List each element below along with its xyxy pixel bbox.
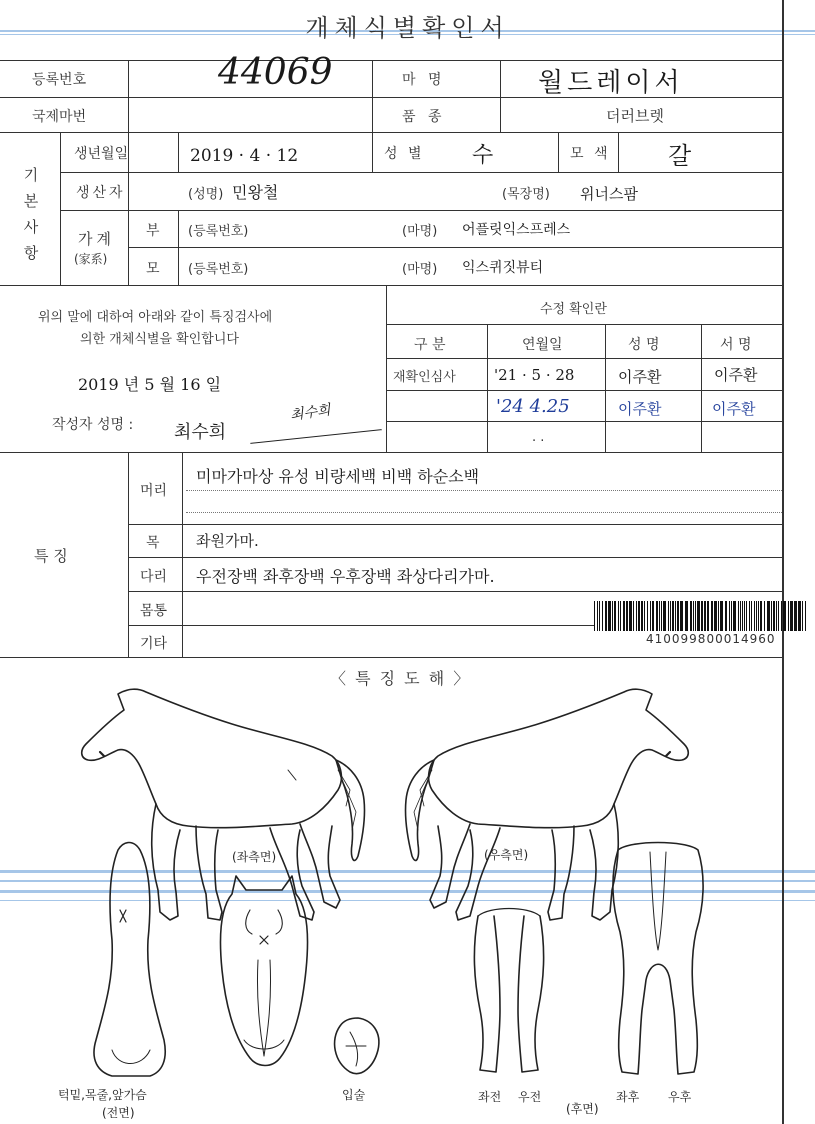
barcode-bar (718, 601, 719, 631)
barcode-bar (725, 601, 727, 631)
barcode-bar (788, 601, 789, 631)
neck-label: 목 (146, 535, 160, 551)
barcode-bar (805, 601, 806, 631)
confirm-text-line2: 의한 개체식별을 확인합니다 (80, 332, 239, 347)
barcode-bar (781, 601, 782, 631)
sex-value: 수 (472, 143, 494, 168)
farm-label: (목장명) (502, 187, 550, 202)
barcode-bar (623, 601, 625, 631)
horse-diagram (0, 680, 815, 1124)
barcode-bar (776, 601, 777, 631)
barcode-bar (802, 601, 803, 631)
barcode-bar (756, 601, 757, 631)
birth-value: 2019 · 4 · 12 (190, 146, 299, 166)
other-label: 기타 (140, 636, 168, 652)
barcode-bar (798, 601, 801, 631)
barcode-bar (744, 601, 745, 631)
barcode-bar (677, 601, 679, 631)
barcode-bar (758, 601, 759, 631)
barcode-bar (733, 601, 736, 631)
barcode-bar (714, 601, 717, 631)
left-side-caption: (좌측면) (232, 850, 277, 864)
front-right-caption: 우전 (518, 1090, 542, 1104)
barcode-number: 410099800014960 (646, 632, 776, 646)
diagram-title: 〈 특 징 도 해 〉 (330, 669, 472, 688)
barcode-bar (751, 601, 752, 631)
revision-col-type: 구 분 (414, 337, 446, 353)
confirm-date: 2019 년 5 월 16 일 (78, 375, 222, 394)
barcode-bar (693, 601, 694, 631)
body-label: 몸통 (140, 603, 168, 619)
barcode-bar (668, 601, 669, 631)
lips-caption: 입술 (342, 1088, 366, 1102)
sire-name-label: (마명) (402, 224, 438, 239)
barcode-bar (618, 601, 619, 631)
barcode-bar (602, 601, 603, 631)
barcode-bar (754, 601, 755, 631)
barcode-bar (599, 601, 600, 631)
barcode-bar (740, 601, 741, 631)
horse-name-label: 마 명 (402, 72, 446, 88)
barcode-bar (764, 601, 765, 631)
barcode-bar (594, 601, 595, 631)
barcode-bar (633, 601, 634, 631)
front-caption: 턱밑,목줄,앞가슴 (58, 1088, 147, 1102)
sire-label: 부 (146, 223, 160, 239)
barcode-bar (771, 601, 772, 631)
barcode-bar (652, 601, 654, 631)
color-value: 갈 (668, 142, 692, 170)
legs-value: 우전장백 좌후장백 우후장백 좌상다리가마. (196, 567, 495, 586)
color-label: 모 색 (570, 146, 611, 162)
revision-header: 수정 확인란 (540, 302, 607, 317)
barcode (594, 601, 806, 631)
barcode-bar (701, 601, 703, 631)
barcode-bar (690, 601, 692, 631)
barcode-bar (605, 601, 607, 631)
pedigree-label: 가계 (78, 230, 115, 248)
sex-label: 성 별 (384, 146, 425, 162)
barcode-bar (746, 601, 747, 631)
barcode-bar (778, 601, 779, 631)
barcode-bar (767, 601, 770, 631)
barcode-bar (720, 601, 723, 631)
head-label: 머리 (140, 483, 168, 499)
revision-col-name: 성 명 (628, 337, 660, 353)
revision-row-date: '21 · 5 · 28 (494, 366, 575, 384)
barcode-bar (672, 601, 674, 631)
right-side-caption: (우측면) (484, 848, 529, 862)
horse-name-value: 월드레이서 (538, 68, 684, 98)
barcode-bar (626, 601, 628, 631)
barcode-bar (614, 601, 616, 631)
producer-name-value: 민왕철 (232, 183, 279, 202)
barcode-bar (670, 601, 671, 631)
barcode-bar (707, 601, 709, 631)
barcode-bar (636, 601, 637, 631)
lips-view (335, 1018, 379, 1074)
author-value: 최수희 (174, 422, 227, 443)
reg-no-label: 등록번호 (32, 72, 87, 88)
rear-caption: (후면) (566, 1102, 599, 1116)
rear-view (613, 843, 703, 1075)
pedigree-sub: (家系) (74, 252, 108, 266)
front-left-caption: 좌전 (478, 1090, 502, 1104)
revision-row-date: '24 4.25 (496, 396, 570, 417)
revision-row-name: 이주환 (618, 400, 662, 418)
barcode-bar (663, 601, 666, 631)
birth-label: 생년월일 (74, 146, 129, 162)
author-label: 작성자 성명 : (52, 417, 134, 433)
barcode-bar (656, 601, 658, 631)
basic-side-label: 기본사항 (23, 166, 39, 262)
rear-left-caption: 좌후 (616, 1090, 640, 1104)
farm-value: 위너스팜 (580, 185, 638, 203)
barcode-bar (711, 601, 713, 631)
barcode-bar (685, 601, 688, 631)
barcode-bar (597, 601, 598, 631)
barcode-bar (659, 601, 660, 631)
barcode-bar (608, 601, 611, 631)
reg-no-value: 44069 (218, 52, 333, 93)
barcode-bar (638, 601, 640, 631)
barcode-bar (790, 601, 793, 631)
barcode-bar (612, 601, 613, 631)
barcode-bar (675, 601, 676, 631)
front-legs-view (474, 909, 543, 1073)
producer-label: 생산자 (76, 185, 126, 201)
revision-row-date: . . (532, 430, 545, 445)
intl-no-label: 국제마번 (32, 109, 87, 125)
head-front-view (220, 876, 307, 1066)
breed-value: 더러브렛 (606, 107, 664, 125)
author-signature: 최수희 (289, 402, 332, 424)
dam-reg-label: (등록번호) (188, 262, 249, 277)
barcode-bar (695, 601, 696, 631)
front-view-caption: (전면) (102, 1106, 135, 1120)
barcode-bar (773, 601, 775, 631)
confirm-text-line1: 위의 말에 대하여 아래와 같이 특징검사에 (38, 310, 273, 325)
barcode-bar (629, 601, 632, 631)
dam-label: 모 (146, 261, 160, 277)
dam-name-label: (마명) (402, 262, 438, 277)
rear-right-caption: 우후 (668, 1090, 692, 1104)
left-side-horse (82, 689, 365, 920)
barcode-bar (647, 601, 648, 631)
barcode-bar (742, 601, 743, 631)
revision-col-date: 연월일 (522, 337, 563, 353)
barcode-bar (738, 601, 739, 631)
barcode-bar (644, 601, 645, 631)
barcode-bar (620, 601, 621, 631)
neck-value: 좌원가마. (196, 532, 259, 550)
barcode-bar (749, 601, 750, 631)
barcode-bar (641, 601, 643, 631)
revision-row-sign: 이주환 (714, 366, 758, 384)
barcode-bar (794, 601, 797, 631)
right-side-horse (405, 689, 688, 920)
features-side-label: 특 징 (34, 547, 68, 565)
dam-name-value: 익스퀴짓뷰티 (462, 260, 544, 276)
barcode-bar (697, 601, 700, 631)
barcode-bar (680, 601, 683, 631)
breed-label: 품 종 (402, 109, 446, 125)
head-value: 미마가마상 유성 비량세백 비백 하순소백 (196, 467, 480, 486)
barcode-bar (731, 601, 732, 631)
barcode-bar (704, 601, 706, 631)
document-title: 개체식별확인서 (305, 14, 510, 42)
revision-row-type: 재확인심사 (393, 370, 456, 385)
producer-name-label: (성명) (188, 187, 224, 202)
legs-label: 다리 (140, 569, 168, 585)
revision-col-sign: 서 명 (720, 337, 752, 353)
barcode-bar (760, 601, 762, 631)
sire-reg-label: (등록번호) (188, 224, 249, 239)
barcode-bar (783, 601, 786, 631)
barcode-bar (729, 601, 730, 631)
barcode-bar (661, 601, 662, 631)
revision-row-name: 이주환 (618, 368, 662, 386)
sire-name-value: 어플릿익스프레스 (462, 222, 571, 238)
barcode-bar (650, 601, 651, 631)
revision-row-sign: 이주환 (712, 400, 756, 418)
